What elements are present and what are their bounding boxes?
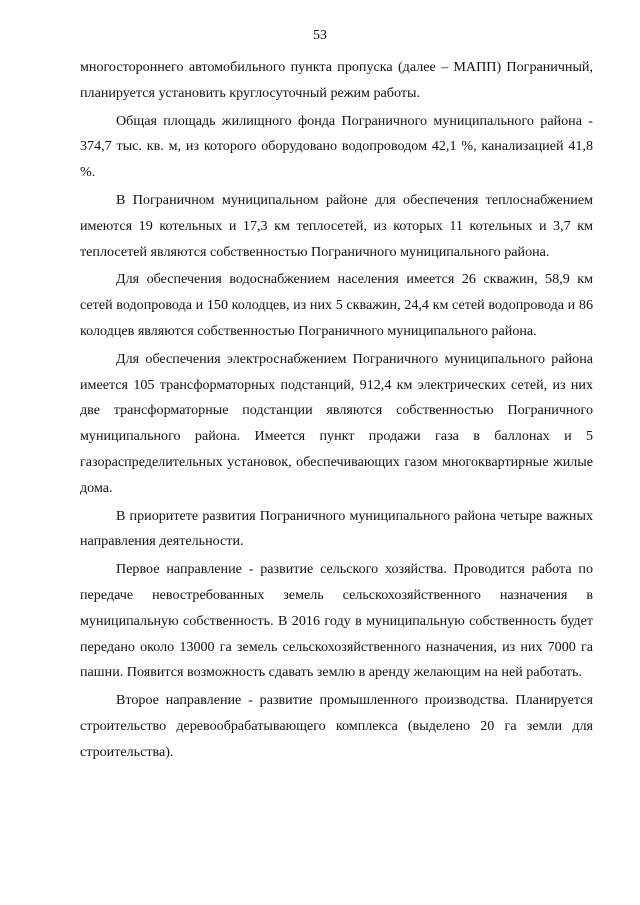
paragraph-priorities: В приоритете развития Пограничного муниципального района четыре важных направления деятельности. bbox=[80, 507, 593, 550]
paragraph-power-supply: Для обеспечения электроснабжением Пограничного муниципального района имеется 105 трансформаторных подстанций, 912,4 км электрических сетей, из них две трансформаторные подстанции являются собственностью Пограничного муниципального района. Имеется пункт продажи газа в баллонах и 5 газораспределительных установок, обеспечивающих газом многоквартирные жилые дома. bbox=[80, 350, 593, 496]
paragraph-mapp-continuation: многостороннего автомобильного пункта пропуска (далее – МАПП) Пограничный, планируется установить круглосуточный режим работы. bbox=[80, 59, 593, 101]
paragraph-agriculture: Первое направление - развитие сельского хозяйства. Проводится работа по передаче невостребованных земель сельскохозяйственного назначения в муниципальную собственность. В 2016 году в муниципальную собственность будет передано около 13000 га земель сельскохозяйственного назначения, из них 7000 га пашни. Появится возможность сдавать землю в аренду желающим на ней работать. bbox=[80, 561, 593, 681]
body-text bbox=[80, 55, 593, 766]
paragraph-heat-supply: В Пограничном муниципальном районе для обеспечения теплоснабжением имеются 19 котельных и 17,3 км теплосетей, из которых 11 котельных и 3,7 км теплосетей являются собственностью Пограничного муниципального района. bbox=[80, 191, 593, 260]
paragraph-water-supply: Для обеспечения водоснабжением населения имеется 26 скважин, 58,9 км сетей водопровода и 150 колодцев, из них 5 скважин, 24,4 км сетей водопровода и 86 колодцев являются собственностью Пограничного муниципального района. bbox=[80, 271, 593, 339]
paragraph-industry: Второе направление - развитие промышленного производства. Планируется строительство деревообрабатывающего комплекса (выделено 20 га земли для строительства). bbox=[80, 692, 593, 760]
paragraph-housing-fund: Общая площадь жилищного фонда Пограничного муниципального района - 374,7 тыс. кв. м, из которого оборудовано водопроводом 42,1 %, канализацией 41,8 %. bbox=[80, 112, 593, 181]
page-number: 53 bbox=[313, 28, 327, 43]
